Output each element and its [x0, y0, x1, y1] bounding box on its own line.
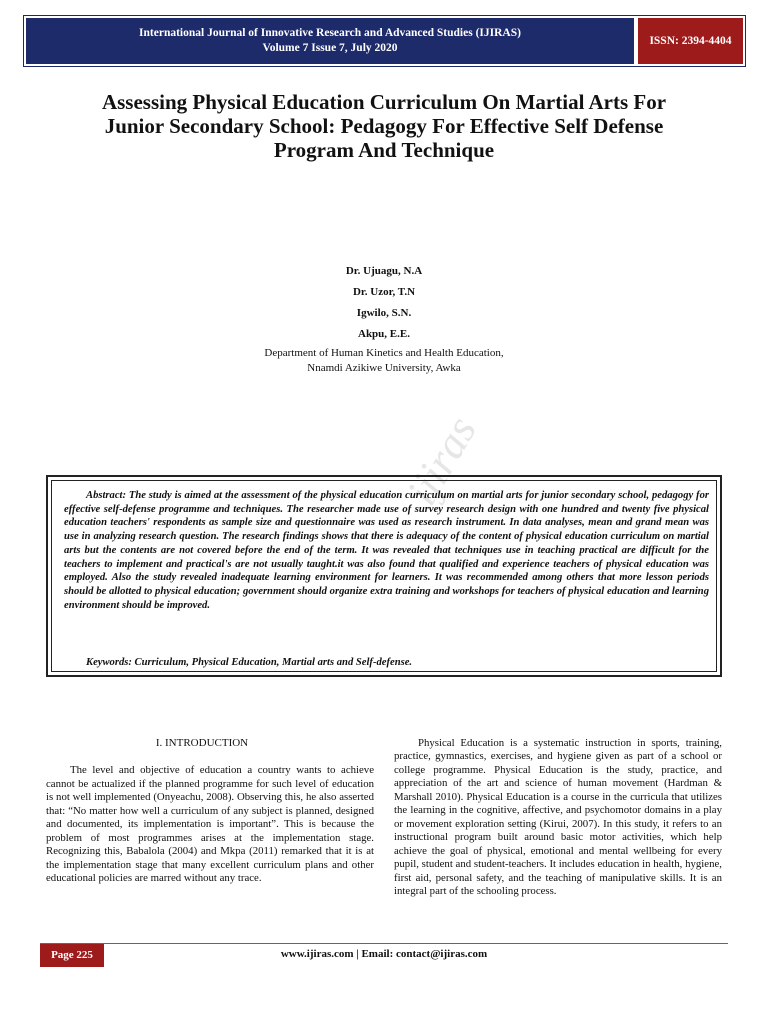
abstract-text: Abstract: The study is aimed at the assessment of the physical education curriculum on martial arts for junior secondary school, pedagogy for effective self-defense programme and techniques. The researcher made use of survey research design with one hundred and twenty five physical education teachers' respondents as sample size and questionnaire was used as research instrument. In data analyses, mean and grand mean was use in analyzing research question. The research findings shows that there is adequacy of the content of physical education curriculum on martial arts but the contents are not covered before the end of the term. It was revealed that techniques use in teaching practical are difficult for the teachers to implement and practical's are not usually taught.it was also found that qualified and experience teachers of physical education was employed. Also the study revealed inadequate learning environment for learners. It was recommended among others that more lesson periods should be allotted to physical education; government should organize extra training and workshops for teachers of physical education and learning environment should be improved. [64, 490, 709, 611]
title-line: Assessing Physical Education Curriculum On Martial Arts For [101, 90, 667, 114]
paper-title [40, 90, 728, 162]
abstract-box [46, 475, 722, 677]
body-paragraph: The level and objective of education a country wants to achieve cannot be actualized if the planned programme for such level of education is not well implemented (Onyeachu, 2008). Observing this, he also asserted that: “No matter how well a curriculum of any subject is planned, designed and documented, its implementation is important”. This is because the problem of most programmes arises at the implementation stage. Recognizing this, Babalola (2004) and Mkpa (2011) remarked that it is at the implementation stage that many excellent curriculum plans and other educational policies are marred without any trace. [46, 764, 374, 885]
affiliation-university: Nnamdi Azikiwe University, Awka [307, 362, 461, 374]
page-number: Page 225 [40, 944, 104, 967]
left-column [46, 737, 374, 886]
footer-contact: www.ijiras.com | Email: contact@ijiras.com [280, 948, 488, 960]
journal-header [23, 15, 746, 67]
keywords: Keywords: Curriculum, Physical Education, Martial arts and Self-defense. [86, 657, 413, 668]
journal-volume: Volume 7 Issue 7, July 2020 [262, 42, 398, 54]
author-name: Dr. Uzor, T.N [352, 286, 416, 298]
section-heading: I. INTRODUCTION [155, 737, 249, 749]
watermark: ijiras [397, 408, 486, 513]
abstract-inner-border [51, 480, 717, 672]
author-name: Igwilo, S.N. [356, 307, 412, 319]
affiliation-department: Department of Human Kinetics and Health Education, [264, 347, 504, 359]
footer-divider [40, 943, 728, 944]
title-line: Junior Secondary School: Pedagogy For Effective Self Defense [104, 114, 664, 138]
issn-badge: ISSN: 2394-4404 [638, 18, 743, 64]
right-column [394, 737, 722, 898]
body-paragraph: Physical Education is a systematic instruction in sports, training, practice, gymnastics, exercises, and hygiene given as part of a school or college programme. Physical Education is the study, practice, and appreciation of the art and science of human movement (Hardman & Marshall 2010). Physical Education is a course in the curricula that utilizes the learning in the cognitive, affective, and psychomotor domains in a play or movement exploration setting (Kirui, 2007). In this study, it refers to an instructional program built around basic motor activities, which help achieve the goal of physical, emotional and mental wellbeing for every pupil, student and student-teachers. It includes education in health, hygiene, first aid, personal safety, and the teaching of manipulative skills. It is an integral part of the schooling process. [394, 737, 722, 897]
journal-name: International Journal of Innovative Research and Advanced Studies (IJIRAS) [139, 27, 521, 39]
author-block [0, 261, 768, 375]
author-name: Akpu, E.E. [358, 328, 410, 340]
title-line: Program And Technique [273, 138, 495, 162]
journal-banner [26, 18, 634, 64]
author-name: Dr. Ujuagu, N.A [345, 265, 423, 277]
